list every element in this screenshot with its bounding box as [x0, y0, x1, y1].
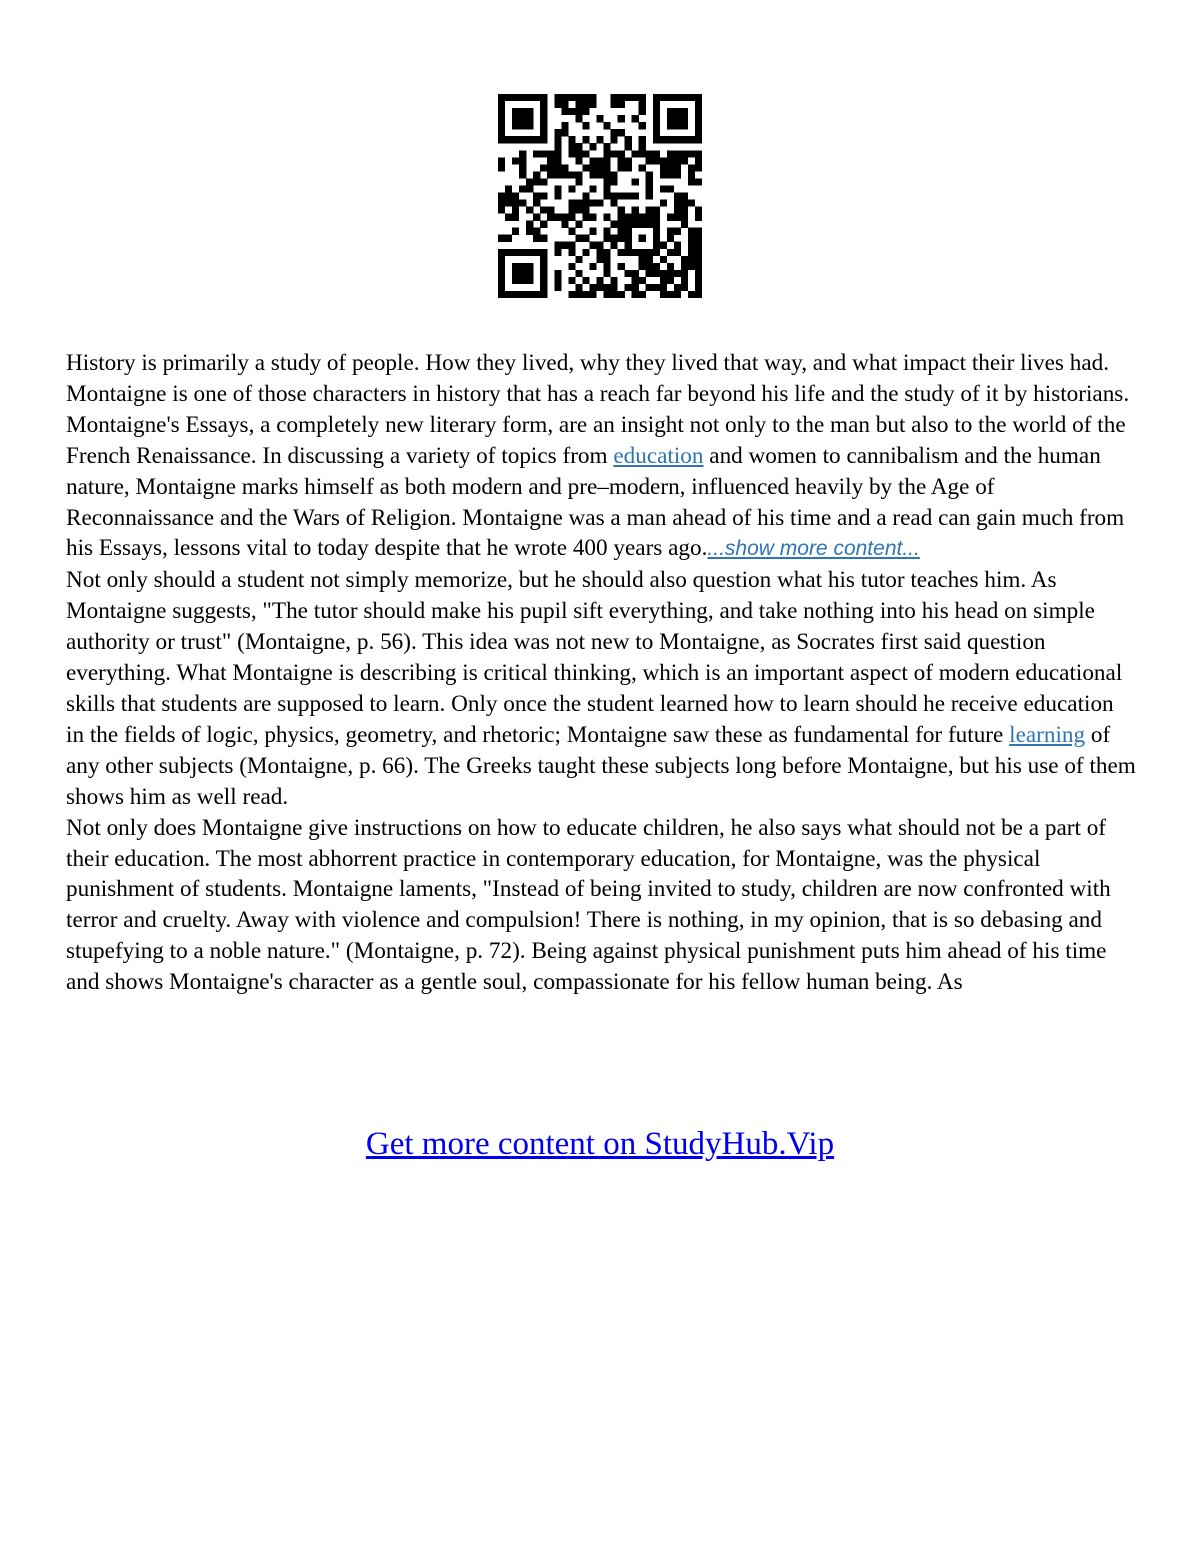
paragraph-1-text-b: and women to cannibalism and the human nature, Montaigne marks himself as both modern and pre–modern, influenced heavily by the Age of Reconnaissance and the Wars of Religion. Montaigne was a man ahead of his time and a read can gain much from his Essays, lessons vital to today despite that he wrote 400 years ago. — [66, 442, 1125, 562]
qr-code-icon — [498, 94, 702, 298]
paragraph-2 — [66, 565, 1136, 812]
paragraph-3: Not only does Montaigne give instructions on how to educate children, he also says what should not be a part of their education. The most abhorrent practice in contemporary education, for Montaigne, was the physical punishment of students. Montaigne laments, "Instead of being invited to study, children are now confronted with terror and cruelty. Away with violence and compulsion! There is nothing, in my opinion, that is so debasing and stupefying to a noble nature." (Montaigne, p. 72). Being against physical punishment puts him ahead of his time and shows Montaigne's character as a gentle soul, compassionate for his fellow human being. As — [66, 814, 1111, 996]
paragraph-2-text-b: of any other subjects (Montaigne, p. 66). The Greeks taught these subjects long before Montaigne, but his use of them shows him as well read. — [66, 721, 1136, 810]
paragraph-1 — [66, 348, 1136, 565]
learning-link[interactable]: learning — [1009, 721, 1086, 748]
document-body — [66, 348, 1136, 998]
paragraph-2-text-a: Not only should a student not simply memorize, but he should also question what his tutor teaches him. As Montaigne suggests, "The tutor should make his pupil sift everything, and take nothing into his head on simple authority or trust" (Montaigne, p. 56). This idea was not new to Montaigne, as Socrates first said question everything. What Montaigne is describing is critical thinking, which is an important aspect of modern educational skills that students are supposed to learn. Only once the student learned how to learn should he receive education in the fields of logic, physics, geometry, and rhetoric; Montaigne saw these as fundamental for future — [66, 567, 1123, 748]
education-link[interactable]: education — [613, 442, 704, 469]
footer — [0, 1122, 1200, 1166]
show-more-link[interactable]: ...show more content... — [707, 537, 920, 561]
paragraph-1-text-a: History is primarily a study of people. How they lived, why they lived that way, and what impact their lives had. Montaigne is one of those characters in history that has a reach far beyond his life and the study of it by historians. Montaigne's Essays, a completely new literary form, are an insight not only to the man but also to the world of the French Renaissance. In discussing a variety of topics from — [66, 350, 1130, 469]
get-more-content-link[interactable]: Get more content on StudyHub.Vip — [365, 1126, 835, 1162]
